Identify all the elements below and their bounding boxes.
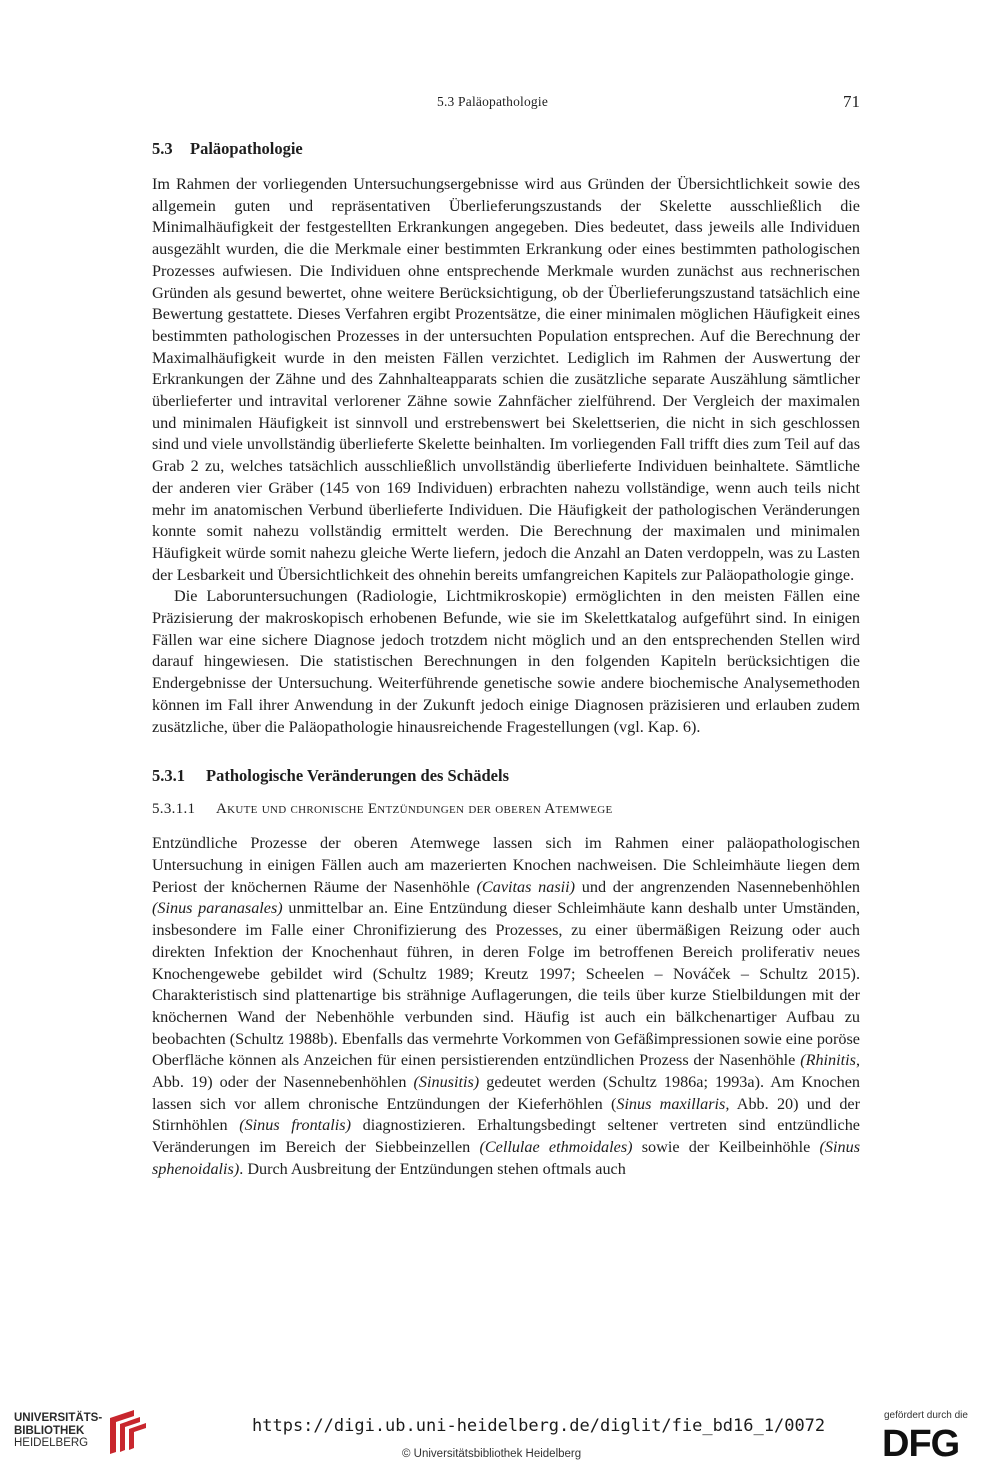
latin-term: Sinus maxillaris, [616,1094,730,1113]
text-run: gedeutet werden (Schultz 1986a; 1993a). Am Knochen lassen sich vor allem chronische Entzündungen der Kieferhöhlen ( [152,1073,860,1113]
paragraph-intro-2: Die Laboruntersuchungen (Radiologie, Lichtmikroskopie) ermöglichten in den meisten Fällen eine Präzisierung der makroskopisch erhobenen Befunde, wie sie im Skelettkatalog aufgeführt sind. In einigen Fällen war eine sichere Diagnose jedoch trotzdem nicht möglich und an den entsprechenden Stellen wird darauf hingewiesen. Die statistischen Berechnungen in den folgenden Kapiteln berücksichtigen die Endergebnisse der Untersuchung. Weiterführende genetische sowie andere biochemische Analysemethoden können im Fall ihrer Anwendung in der Zukunft jedoch einige Diagnosen präzisieren und erlauben zudem zusätzliche, über die Paläopathologie hinausreichende Fragestellungen (vgl. Kap. 6). [152,587,860,736]
text-run: , Abb. 19) oder der Nasennebenhöhlen [152,1051,860,1092]
paragraph-atemwege [152,833,860,1180]
section-title: Paläopathologie [190,139,303,158]
funding-note: gefördert durch die [884,1410,968,1421]
text-run: und der angrenzenden Nasennebenhöhlen [575,877,860,896]
latin-term: (Cellulae ethmoidales) [479,1138,633,1157]
dfg-logo[interactable] [882,1410,982,1466]
text-run: . Durch Ausbreitung der Entzündungen stehen oftmals auch [239,1159,626,1178]
section-number: 5.3 [152,139,173,158]
text-run: sowie der Keilbeinhöhle [632,1138,820,1157]
copyright: © Universitätsbibliothek Heidelberg [402,1448,582,1460]
footer [0,1396,992,1474]
latin-term: (Rhinitis [800,1051,856,1070]
subsection-title: Pathologische Veränderungen des Schädels [206,766,509,786]
text-run: unmittelbar an. Eine Entzündung dieser Schleimhäute kann deshalb unter Umständen, insbesondere im Falle einer Chronifizierung des Prozesses, zu einer übermäßigen Reizung oder auch direkten Infektion der Knochenhaut führen, in deren Folge im betroffenen Bereich proliferativ neues Knochengewebe gebildet wird (Schultz 1989; Kreutz 1997; Scheelen – Nováček – Schultz 2015). Charakteristisch sind plattenartige bis strähnige Auflagerungen, die teils über kurze Stielbildungen mit der knöchernen Wand der Nebenhöhle verbunden sind. Häufig ist auch ein bälkchenartiger Aufbau zu beobachten (Schultz 1988b). Ebenfalls das vermehrte Vorkommen von Gefäßimpressionen sowie eine poröse Oberfläche können als Anzeichen für einen persistierenden entzündlichen Prozess der Nasenhöhle [152,899,860,1070]
text-run: Abb. 20) und der Stirnhöhlen [152,1094,860,1135]
source-url[interactable]: https://digi.ub.uni-heidelberg.de/diglit/fie_bd16_1/0072 [252,1416,826,1436]
page-number: 71 [843,92,860,111]
subsection-number: 5.3.1 [152,766,185,786]
library-name-line-2: BIBLIOTHEK [14,1424,85,1437]
library-name-line-1: UNIVERSITÄTS- [14,1412,103,1424]
latin-term: (Sinus frontalis) [239,1116,351,1135]
library-name-line-3: HEIDELBERG [14,1437,89,1449]
dfg-wordmark: DFG [882,1423,960,1465]
subsection-heading [152,765,860,787]
running-head [0,92,992,114]
text-run: Entzündliche Prozesse der oberen Atemwege lassen sich im Rahmen einer paläopathologischen Untersuchung in einigen Fällen auch am mazerierten Knochen nachweisen. Die Schleimhäute liegen dem Periost der knöchernen Räume der Nasenhöhle [152,834,860,896]
running-head-title: 5.3 Paläopathologie [437,94,549,109]
library-logo[interactable] [14,1408,144,1458]
latin-term: (Sinusitis) [413,1073,480,1092]
latin-term: (Sinus paranasales) [152,899,283,918]
library-emblem-icon [104,1408,150,1458]
latin-term: (Sinus sphenoidalis) [152,1138,861,1178]
subsubsection-heading [152,799,860,819]
subsubsection-title: Akute und chronische Entzündungen der oberen Atemwege [216,801,613,818]
section-heading [152,138,860,160]
latin-term: (Cavitas nasii) [476,877,576,896]
text-run: diagnostizieren. Erhaltungsbedingt seltener vertreten sind entzündliche Veränderungen im Bereich der Siebbeinzellen [152,1116,860,1157]
subsubsection-number: 5.3.1.1 [152,801,196,818]
paragraph-intro-1: Im Rahmen der vorliegenden Untersuchungsergebnisse wird aus Gründen der Übersichtlichkeit sowie des allgemein guten und repräsentativen Überlieferungszustands der Skelette ausschließlich die Minimalhäufigkeit der festgestellten Erkrankungen angegeben. Dies bedeutet, dass jeweils alle Individuen ausgezählt wurden, die die Merkmale einer bestimmten Erkrankung oder eines bestimmten pathologischen Prozesses aufwiesen. Die Individuen ohne entsprechende Merkmale wurden zunächst aus rechnerischen Gründen als gesund bewertet, ohne weitere Berücksichtigung, ob der Überlieferungszustand tatsächlich eine Bewertung gestattete. Dieses Verfahren ergibt Prozentsätze, die einer minimalen möglichen Häufigkeit eines bestimmten pathologischen Prozesses in der untersuchten Population entsprechen. Auf die Berechnung der Maximalhäufigkeit wurde in den meisten Fällen verzichtet. Lediglich im Rahmen der Auswertung der Erkrankungen der Zähne und des Zahnhalteapparats schien die zusätzliche separate Auszählung sämtlicher überlieferter und intravital verlorener Zähne sowie Zahnfächer zielführend. Der Vergleich der maximalen und minimalen Häufigkeit ist sinnvoll und erstrebenswert bei Skelettserien, die nicht in sich geschlossen sind und viele unvollständig überlieferte Skelette beinhalten. Im vorliegenden Fall trifft dies zum Teil auf das Grab 2 zu, welches tatsächlich ausschließlich unvollständig überlieferte Individuen beinhaltete. Sämtliche der anderen vier Gräber (145 von 169 Individuen) erbrachten nahezu vollständige, wenn auch teils nicht mehr im anatomischen Verbund überlieferte Individuen. Die Häufigkeit der pathologischen Veränderungen konnte somit nahezu vollständig ermittelt werden. Die Berechnung der maximalen und minimalen Häufigkeit würde somit nahezu gleiche Werte liefern, jedoch die Anzahl an Daten verdoppeln, was zu Lasten der Lesbarkeit und Übersichtlichkeit des ohnehin bereits umfangreichen Kapitels zur Paläopathologie ginge. [152,175,860,584]
library-name [14,1412,102,1450]
main-text [152,138,860,1181]
